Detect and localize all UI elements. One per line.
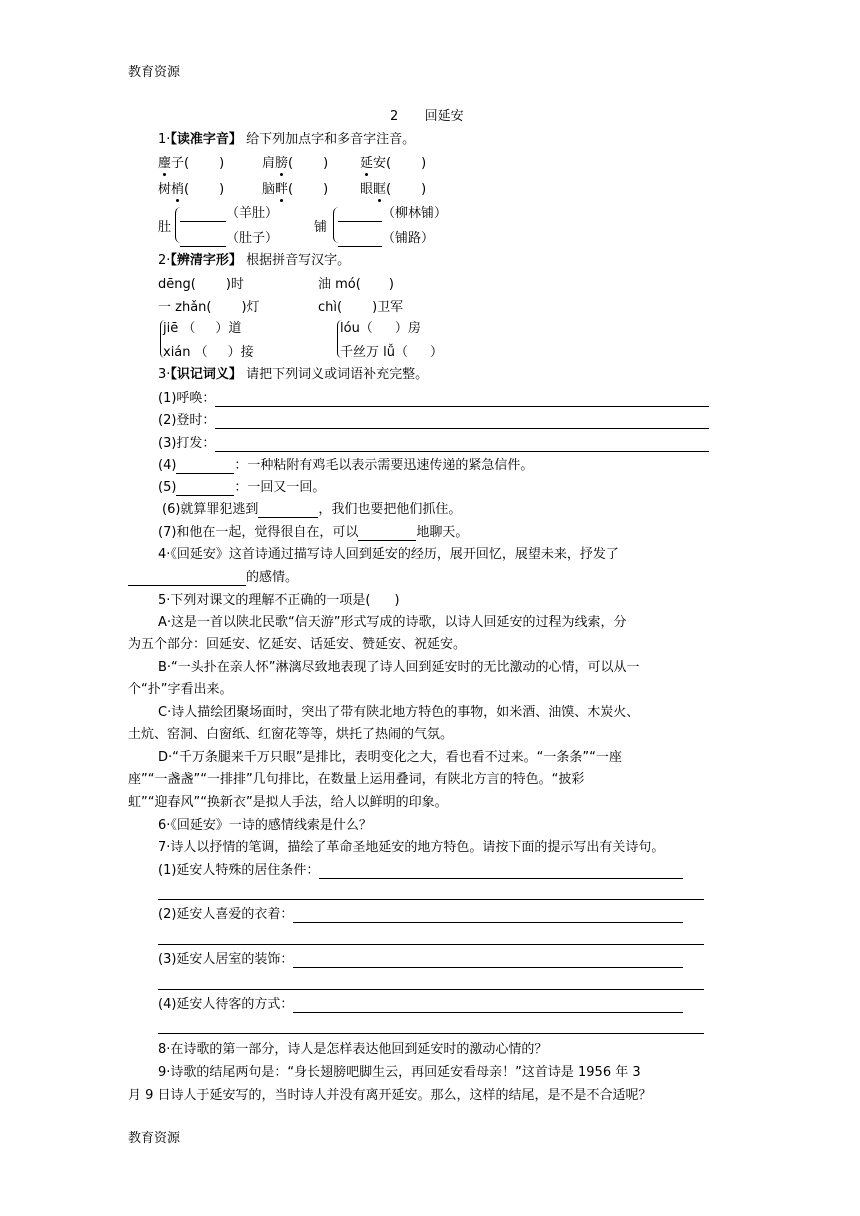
q3-item: (5) ：一回又一回。: [158, 480, 326, 495]
polyphone-char-1: 肚: [158, 220, 172, 235]
answer-line: [158, 928, 704, 945]
answer-line: [158, 883, 704, 900]
q5-option-a-cont: 为五个部分：回延安、忆延安、话延安、赞延安、祝延安。: [128, 637, 467, 652]
dotted-char: 梢: [171, 182, 185, 197]
q6: 6·《回延安》一诗的感情线索是什么？: [158, 818, 372, 833]
q3-item: (6)就算罪犯逃到 ，我们也要把他们抓住。: [162, 502, 462, 517]
q5-option-a: A·这是一首以陕北民歌“信天游”形式写成的诗歌，以诗人回延安的过程为线索，分: [158, 615, 627, 630]
q2-item: 油 mó( ): [318, 277, 394, 292]
q1-word-6: 眼眶( ): [360, 182, 427, 197]
page-header: 教育资源: [128, 65, 181, 80]
answer-line: [158, 1017, 704, 1034]
q5-option-b-cont: 个“扑”字看出来。: [128, 682, 233, 697]
q5-option-d: D·“千万条腿来千万只眼”是排比，表明变化之大，看也看不过来。“一条条”“一座: [158, 750, 622, 765]
q1-word-2: 肩膀( ): [262, 156, 329, 171]
q4-line-2: 的感情。: [128, 569, 298, 586]
dotted-char: 膀: [275, 156, 289, 171]
q2-heading: 2·【辨清字形】 根据拼音写汉字。: [158, 253, 351, 268]
q7-stem: 7·诗人以抒情的笔调，描绘了革命圣地延安的地方特色。请按下面的提示写出有关诗句。: [158, 840, 665, 855]
q8: 8·在诗歌的第一部分，诗人是怎样表达他回到延安时的激动心情的？: [158, 1042, 548, 1057]
q3-item: (3)打发：: [158, 435, 709, 452]
polyphone-option: （羊肚）: [180, 205, 278, 222]
polyphone-char-2: 铺: [314, 220, 328, 235]
q5-option-c: C·诗人描绘团聚场面时，突出了带有陕北地方特色的事物，如米酒、油馍、木炭火、: [158, 705, 640, 720]
q3-item: (1)呼唤：: [158, 390, 709, 407]
q7-prompt: (2)延安人喜爱的衣着：: [158, 906, 683, 923]
answer-line: [158, 973, 704, 990]
q5-stem: 5·下列对课文的理解不正确的一项是( ): [158, 593, 400, 608]
q3-item: (4) ：一种粘附有鸡毛以表示需要迅速传递的紧急信件。: [158, 458, 534, 473]
dotted-char: 麈: [158, 156, 172, 171]
dotted-char: 畔: [275, 182, 289, 197]
q7-prompt: (1)延安人特殊的居住条件：: [158, 862, 683, 879]
page-title: [390, 108, 464, 125]
q5-option-d-cont: 虹”“迎春风”“换新衣”是拟人手法，给人以鲜明的印象。: [128, 795, 448, 810]
q2-item: xián （ ）接: [163, 345, 254, 360]
q2-item: chì( )卫军: [318, 300, 404, 315]
q1-number: 1·: [158, 132, 171, 147]
q2-item: 一 zhǎn( )灯: [158, 300, 260, 315]
q9-line-2: 月 9 日诗人于延安写的，当时诗人并没有离开延安。那么，这样的结尾，是不是不合适呢？: [128, 1088, 652, 1103]
q7-prompt: (4)延安人待客的方式：: [158, 996, 683, 1013]
q1-heading: [158, 131, 415, 148]
q1-instruction: 给下列加点字和多音字注音。: [246, 132, 416, 147]
q1-tag: 【读准字音】: [170, 132, 242, 147]
q2-item: lóu（ ）房: [340, 321, 421, 336]
polyphone-option: （肚子）: [180, 230, 278, 247]
q2-item: dēng( )时: [158, 277, 244, 292]
q3-heading: 3·【识记词义】 请把下列词义或词语补充完整。: [158, 367, 429, 382]
dotted-char: 眶: [373, 182, 387, 197]
polyphone-option: （铺路）: [338, 230, 434, 247]
dotted-char: 延: [360, 156, 374, 171]
q5-option-c-cont: 土炕、窑洞、白窗纸、红窗花等等，烘托了热闹的气氛。: [128, 727, 454, 742]
polyphone-option: （柳林铺）: [338, 205, 447, 222]
q5-option-b: B·“一头扑在亲人怀”淋漓尽致地表现了诗人回到延安时的无比激动的心情，可以从一: [158, 660, 640, 675]
page-footer: 教育资源: [128, 1131, 181, 1146]
q2-item: jiē （ ）道: [163, 321, 242, 336]
q3-item: (7)和他在一起，觉得很自在，可以 地聊天。: [158, 525, 469, 540]
q7-prompt: (3)延安人居室的装饰：: [158, 951, 683, 968]
q4-line-1: 4·《回延安》这首诗通过描写诗人回到延安的经历，展开回忆，展望未来，抒发了: [158, 547, 619, 562]
title-number: 2: [390, 109, 399, 124]
q2-item: 千丝万 lǚ（ ）: [340, 345, 443, 360]
title-text: 回延安: [424, 109, 464, 124]
q1-word-3: 延安( ): [360, 156, 427, 171]
q1-word-1: 麈子( ): [158, 156, 225, 171]
q9-line-1: 9·诗歌的结尾两句是：“身长翅膀吧脚生云，再回延安看母亲！”这首诗是 1956 年 3: [158, 1065, 641, 1080]
q3-item: (2)登时：: [158, 412, 709, 429]
q5-option-d-cont: 座”“一盏盏”“一排排”几句排比，在数量上运用叠词，有陕北方言的特色。“披彩: [128, 772, 585, 787]
q1-word-5: 脑畔( ): [262, 182, 329, 197]
q1-word-4: 树梢( ): [158, 182, 225, 197]
